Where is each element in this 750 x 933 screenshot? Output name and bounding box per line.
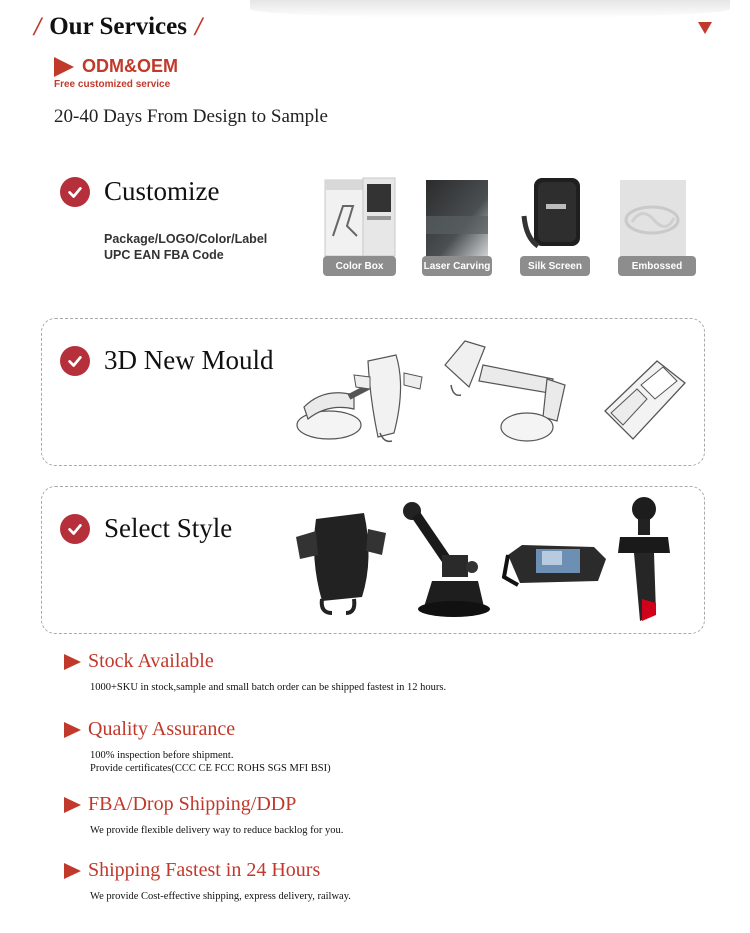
arrow-right-icon xyxy=(64,654,81,670)
feature-description xyxy=(90,749,331,775)
feature-desc-line: Provide certificates(CCC CE FCC ROHS SGS MFI BSI) xyxy=(90,763,331,774)
check-icon xyxy=(60,514,90,544)
feature-title: Shipping Fastest in 24 Hours xyxy=(88,859,321,881)
header-slash-left: / xyxy=(34,12,42,41)
mould-card xyxy=(41,318,705,466)
mould-title: 3D New Mould xyxy=(104,345,274,375)
arrow-right-icon xyxy=(64,797,81,813)
feature-shipping-fast xyxy=(64,859,351,903)
top-shadow xyxy=(250,0,730,18)
thumb-label: Embossed xyxy=(618,256,696,276)
style-gravity-holder-image xyxy=(292,509,392,619)
thumb-color-box xyxy=(323,176,396,276)
customize-title: Customize xyxy=(104,176,220,206)
feature-description xyxy=(90,890,351,903)
days-text: 20-40 Days From Design to Sample xyxy=(54,106,328,127)
mould-holder-image-2 xyxy=(435,335,585,450)
style-vent-holder-image xyxy=(502,535,612,595)
mould-holder-image-1 xyxy=(294,347,434,447)
feature-title: Quality Assurance xyxy=(88,718,236,740)
embossed-image xyxy=(618,176,696,258)
style-clip-holder-image xyxy=(610,495,680,627)
feature-desc-line: We provide flexible delivery way to reduce backlog for you. xyxy=(90,825,344,836)
style-title: Select Style xyxy=(104,513,233,543)
feature-title: Stock Available xyxy=(88,650,214,672)
thumb-silk-screen xyxy=(520,176,590,276)
odm-subtitle: Free customized service xyxy=(54,79,171,90)
style-card xyxy=(41,486,705,634)
feature-description xyxy=(90,824,343,837)
feature-title: FBA/Drop Shipping/DDP xyxy=(88,793,297,815)
thumb-laser-carving xyxy=(422,176,492,276)
customize-thumbnails xyxy=(305,176,705,280)
feature-desc-line: 1000+SKU in stock,sample and small batch order can be shipped fastest in 12 hours. xyxy=(90,682,447,693)
customize-desc-line: UPC EAN FBA Code xyxy=(104,248,224,262)
color-box-image xyxy=(323,176,396,258)
customize-description xyxy=(104,231,304,263)
arrow-right-icon xyxy=(64,722,81,738)
odm-section xyxy=(54,56,178,90)
arrow-right-icon xyxy=(64,863,81,879)
page-title: Our Services xyxy=(49,13,187,40)
thumb-label: Laser Carving xyxy=(422,256,492,276)
thumb-label: Silk Screen xyxy=(520,256,590,276)
feature-stock xyxy=(64,650,446,694)
odm-title: ODM&OEM xyxy=(82,56,178,76)
check-icon xyxy=(60,346,90,376)
feature-desc-line: We provide Cost-effective shipping, express delivery, railway. xyxy=(90,891,351,902)
customize-section xyxy=(60,176,268,262)
feature-desc-line: 100% inspection before shipment. xyxy=(90,750,234,761)
silk-screen-image xyxy=(520,176,590,258)
thumb-embossed xyxy=(618,176,696,276)
section-header xyxy=(34,10,202,44)
mould-holder-image-3 xyxy=(597,353,692,448)
feature-description xyxy=(90,681,446,694)
arrow-right-icon xyxy=(54,57,74,77)
thumb-label: Color Box xyxy=(323,256,396,276)
feature-shipping-ddp xyxy=(64,793,343,837)
customize-desc-line: Package/LOGO/Color/Label xyxy=(104,232,268,246)
style-suction-holder-image xyxy=(402,497,502,622)
feature-quality xyxy=(64,718,331,775)
laser-carving-image xyxy=(422,176,492,258)
header-slash-right: / xyxy=(194,12,203,41)
chevron-down-icon[interactable] xyxy=(698,22,712,34)
check-icon xyxy=(60,177,90,207)
